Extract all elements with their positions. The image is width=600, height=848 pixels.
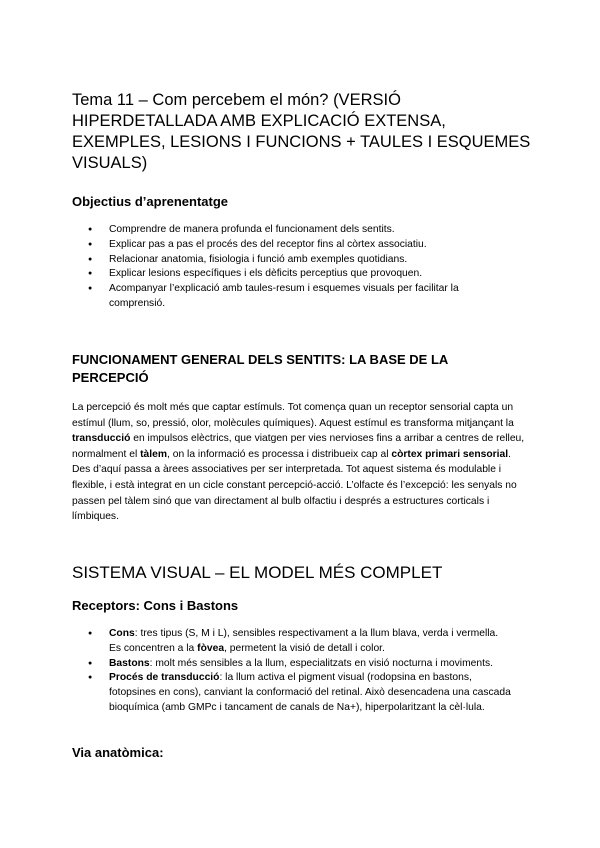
list-item-process [72, 671, 512, 715]
term-primary-cortex: còrtex primari sensorial [391, 448, 509, 460]
general-paragraph [72, 400, 532, 525]
text-run: La percepció és molt més que captar estímuls. Tot comença quan un receptor sensorial capta un estímul (llum, so, pressió, olor, molècules químiques). Aquest estímul es transforma mitjançant la [72, 402, 514, 429]
bastons-label: Bastons [109, 657, 150, 669]
cons-label: Cons [109, 628, 135, 639]
list-item-cons [72, 627, 512, 657]
term-fovea: fòvea [197, 642, 225, 654]
text-run: : molt més sensibles a la llum, especialitzats en visió nocturna i moviments. [149, 657, 493, 669]
text-run: en impulsos elèctrics, que viatgen per vies nervioses fins a arribar a centres de relleu, normalment el [72, 433, 525, 460]
text-run: , on la informació es processa i distribueix cap al [167, 448, 392, 460]
list-item-bastons [72, 657, 512, 672]
list-item: ● Comprendre de manera profunda el funcionament dels sentits. [72, 223, 512, 238]
visual-heading: SISTEMA VISUAL – EL MODEL MÉS COMPLET [72, 563, 443, 582]
list-item: ● Explicar pas a pas el procés des del receptor fins al còrtex associatiu. [72, 238, 512, 253]
process-label: Procés de transducció [109, 672, 220, 684]
objectives-heading: Objectius d’aprenentatge [72, 194, 229, 209]
text-run: : la llum activa el pigment visual (rodopsina en bastons, fotopsines en cons), canviant la conformació del retinal. Això desencadena una cascada bioquímica (amb GMPc i tancament de canals de Na+), hiperpolaritzant la cèl·lula. [109, 672, 511, 713]
objectives-list [72, 223, 512, 312]
list-item: ● Relacionar anatomia, fisiologia i funció amb exemples quotidians. [72, 253, 512, 268]
text-run: , permetent la visió de detall i color. [224, 642, 385, 654]
via-heading: Via anatòmica: [72, 745, 164, 760]
general-heading: FUNCIONAMENT GENERAL DELS SENTITS: LA BASE DE LA PERCEPCIÓ [72, 352, 448, 385]
page-title: Tema 11 – Com percebem el món? (VERSIÓ HIPERDETALLADA AMB EXPLICACIÓ EXTENSA, EXEMPLES, LESIONS I FUNCIONS + TAULES I ESQUEMES VISUALS) [72, 91, 531, 172]
list-item: ● Acompanyar l’explicació amb taules-resum i esquemes visuals per facilitar la comprensió. [72, 282, 512, 312]
text-run: : tres tipus (S, M i L), sensibles respectivament a la llum blava, verda i vermella. Es concentren a la [109, 628, 499, 654]
term-thalamus: tàlem [140, 448, 168, 460]
term-transduction: transducció [72, 433, 131, 445]
text-run: . Des d’aquí passa a àrees associatives per ser interpretada. Tot aquest sistema és modulable i flexible, i està integrat en un cicle constant percepció-acció. L’olfacte és l’excepció: les senyals no passen pel tàlem sinó que van directament al bulb olfactiu i després a estructures corticals i límbiques. [72, 448, 517, 523]
receptors-list [72, 627, 512, 716]
list-item: ● Explicar lesions específiques i els dèficits perceptius que provoquen. [72, 267, 512, 282]
receptors-heading: Receptors: Cons i Bastons [72, 598, 239, 613]
